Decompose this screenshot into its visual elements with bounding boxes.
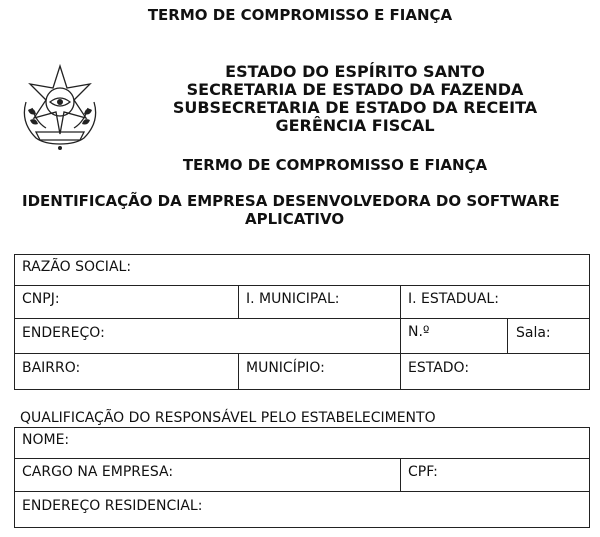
responsible-section-heading: QUALIFICAÇÃO DO RESPONSÁVEL PELO ESTABELECIMENTO xyxy=(20,410,436,426)
header-management: GERÊNCIA FISCAL xyxy=(275,116,435,135)
cargo-field[interactable]: CARGO NA EMPRESA: xyxy=(22,464,174,480)
company-form-divider xyxy=(14,285,590,286)
company-section-heading-line1: IDENTIFICAÇÃO DA EMPRESA DESENVOLVEDORA DO SOFTWARE xyxy=(22,192,560,210)
header-subsecretariat: SUBSECRETARIA DE ESTADO DA RECEITA xyxy=(172,98,538,117)
endereco-field[interactable]: ENDEREÇO: xyxy=(22,325,105,341)
document-subtitle: TERMO DE COMPROMISSO E FIANÇA xyxy=(182,156,488,174)
inscricao-estadual-field[interactable]: I. ESTADUAL: xyxy=(408,291,499,307)
sala-field[interactable]: Sala: xyxy=(516,325,551,341)
numero-field[interactable]: N.º xyxy=(408,324,430,340)
endereco-residencial-field[interactable]: ENDEREÇO RESIDENCIAL: xyxy=(22,498,203,514)
estado-field[interactable]: ESTADO: xyxy=(408,360,470,376)
cnpj-field[interactable]: CNPJ: xyxy=(22,291,60,307)
header-state: ESTADO DO ESPÍRITO SANTO xyxy=(225,62,485,81)
razao-social-field[interactable]: RAZÃO SOCIAL: xyxy=(22,259,132,275)
company-form-divider xyxy=(238,285,239,318)
state-coat-of-arms-icon xyxy=(14,62,106,154)
company-form-divider xyxy=(507,318,508,353)
company-section-heading xyxy=(22,192,582,228)
company-form-divider xyxy=(238,353,239,390)
company-form-divider xyxy=(400,285,401,318)
document-top-title: TERMO DE COMPROMISSO E FIANÇA xyxy=(147,6,453,24)
company-form-divider xyxy=(14,353,590,354)
municipio-field[interactable]: MUNICÍPIO: xyxy=(246,360,325,376)
nome-field[interactable]: NOME: xyxy=(22,432,70,448)
company-form-divider xyxy=(400,318,401,390)
responsible-form-divider xyxy=(400,458,401,491)
company-form-divider xyxy=(14,318,590,319)
responsible-form-divider xyxy=(14,458,590,459)
inscricao-municipal-field[interactable]: I. MUNICIPAL: xyxy=(246,291,340,307)
cpf-field[interactable]: CPF: xyxy=(408,464,438,480)
company-section-heading-line2: APLICATIVO xyxy=(245,210,345,228)
responsible-form-divider xyxy=(14,491,590,492)
header-secretariat: SECRETARIA DE ESTADO DA FAZENDA xyxy=(186,80,524,99)
bairro-field[interactable]: BAIRRO: xyxy=(22,360,81,376)
